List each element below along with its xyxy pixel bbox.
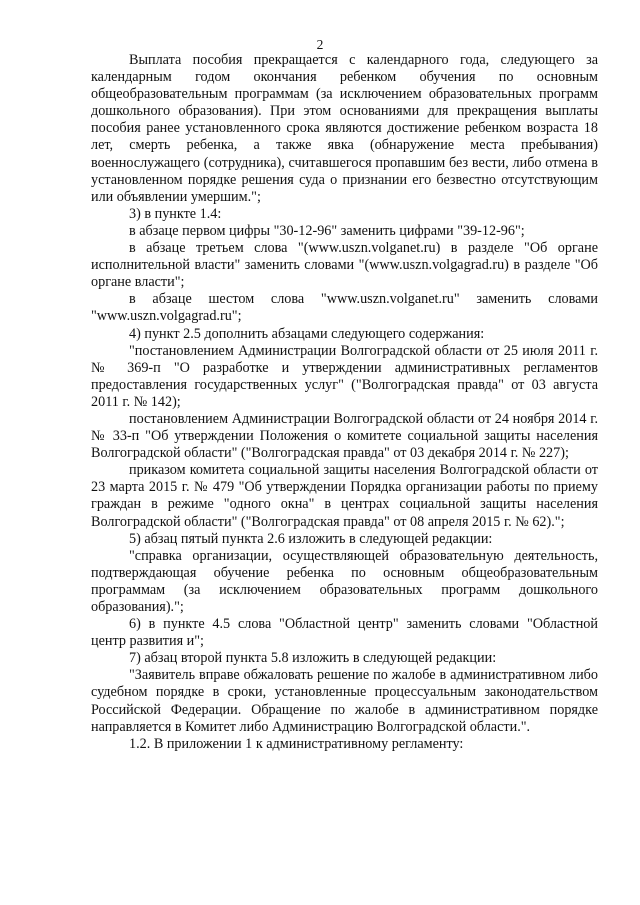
paragraph-resolution-369: "постановлением Администрации Волгоградской области от 25 июля 2011 г. № 369-п "О разработке и утверждении административных регламентов предоставления государственных услуг" ("Волгоградская правда" от 03 августа 2011 г. № 142); <box>91 342 598 410</box>
paragraph-item-7: 7) абзац второй пункта 5.8 изложить в следующей редакции: <box>129 650 497 667</box>
paragraph-appeal: "Заявитель вправе обжаловать решение по жалобе в административном либо судебном порядке в сроки, установленные процессуальным законодательством Российской Федерации. Обращение по жалобе в административном порядке направляется в Комитет либо Администрацию Волгоградской области.". <box>91 667 598 735</box>
paragraph-item-5: 5) абзац пятый пункта 2.6 изложить в следующей редакции: <box>129 530 493 547</box>
paragraph-order-479: приказом комитета социальной защиты населения Волгоградской области от 23 марта 2015 г. № 479 "Об утверждении Порядка организации работы по приему граждан в режиме "одного окна" в центрах социальной защиты населения Волгоградской области" ("Волгоградская правда" от 08 апреля 2015 г. № 62)."; <box>91 462 598 530</box>
paragraph-item-6: 6) в пункте 4.5 слова "Областной центр" заменить словами "Областной центр развития и"; <box>91 616 598 650</box>
paragraph-item-3: 3) в пункте 1.4: <box>129 205 222 222</box>
paragraph-resolution-33: постановлением Администрации Волгоградской области от 24 ноября 2014 г. № 33-п "Об утверждении Положения о комитете социальной защиты населения Волгоградской области" ("Волгоградская правда" от 03 декабря 2014 г. № 227); <box>91 410 598 462</box>
paragraph-site-change-authority: в абзаце третьем слова "(www.uszn.volganet.ru) в разделе "Об органе исполнительной власти" заменить словами "(www.uszn.volgagrad.ru) в разделе "Об органе власти"; <box>91 240 598 291</box>
paragraph-item-4: 4) пункт 2.5 дополнить абзацами следующего содержания: <box>129 325 485 342</box>
paragraph-item-1-2: 1.2. В приложении 1 к административному регламенту: <box>129 735 464 752</box>
paragraph-phone-change: в абзаце первом цифры "30-12-96" заменить цифрами "39-12-96"; <box>129 222 525 239</box>
page-number: 2 <box>316 37 324 52</box>
paragraph-certificate: "справка организации, осуществляющей образовательную деятельность, подтверждающая обучение ребенка по основным общеобразовательным программам (за исключением образовательных программ дошкольного образования)."; <box>91 547 598 615</box>
document-body <box>91 52 598 753</box>
paragraph-benefit-termination: Выплата пособия прекращается с календарного года, следующего за календарным годом окончания ребенком обучения по основным общеобразовательным программам (за исключением образовательных программ дошкольного образования). При этом основаниями для прекращения выплаты пособия ранее установленного срока являются достижение ребенком возраста 18 лет, смерть ребенка, а также явка (обнаружение места пребывания) военнослужащего (сотрудника), считавшегося пропавшим без вести, либо отмена в установленном порядке решения суда о признании его безвестно отсутствующим или объявлении умершим."; <box>91 52 598 205</box>
paragraph-site-change-sixth: в абзаце шестом слова "www.uszn.volganet.ru" заменить словами "www.uszn.volgagrad.ru"; <box>91 291 598 325</box>
